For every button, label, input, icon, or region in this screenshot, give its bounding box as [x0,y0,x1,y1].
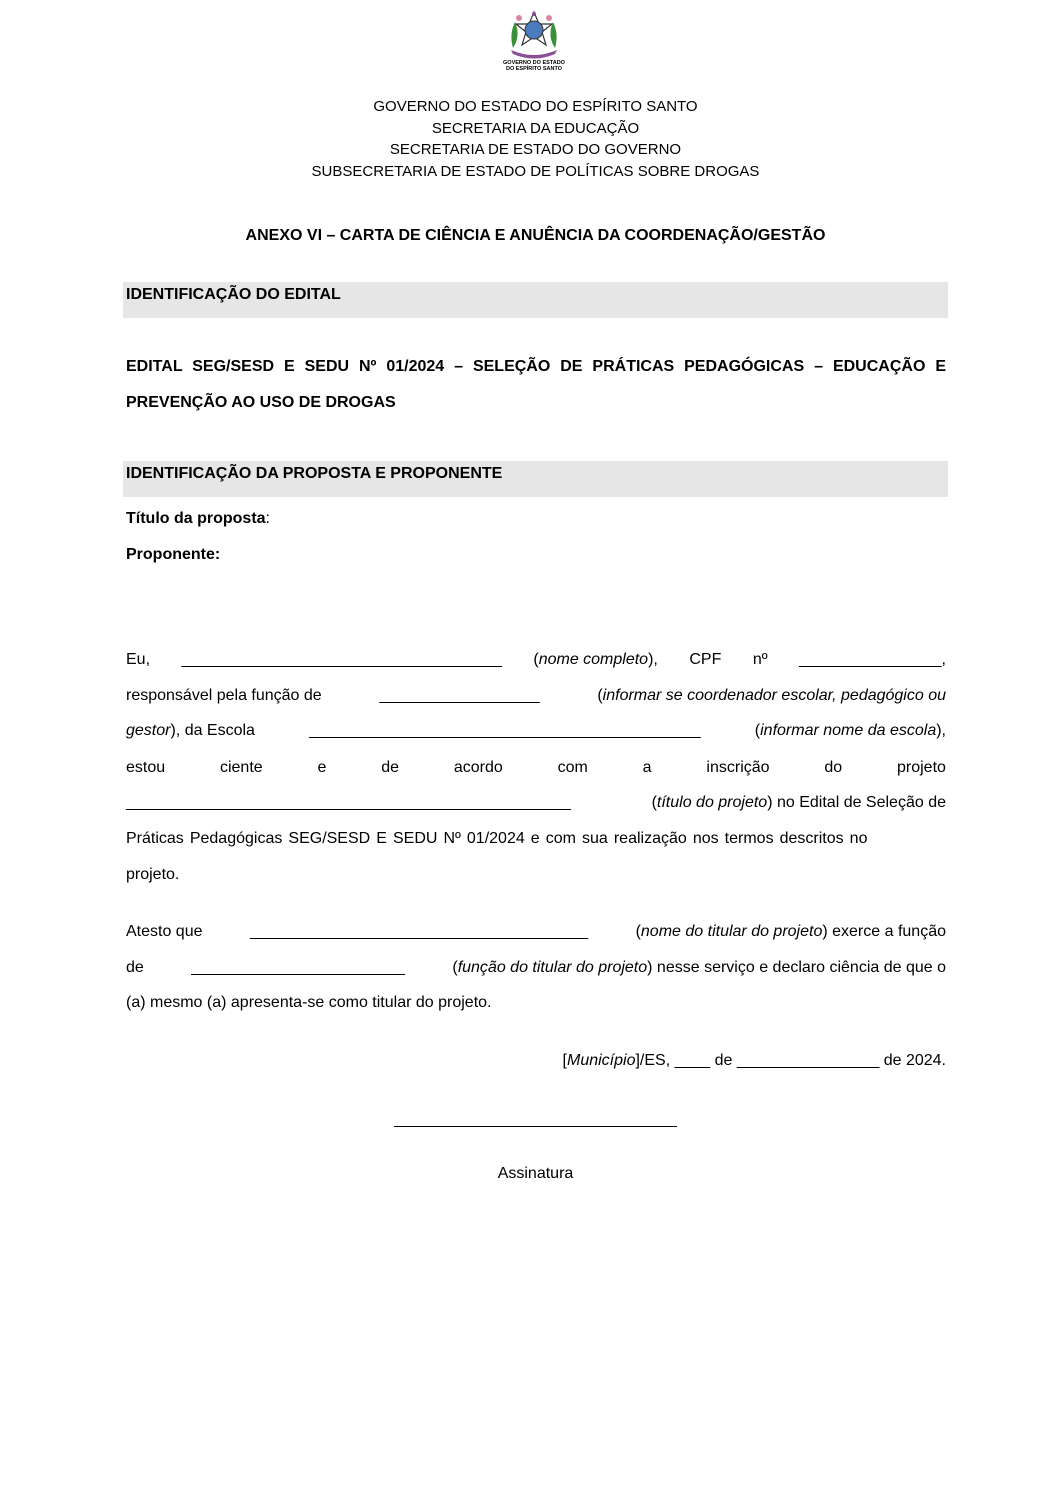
header-line-3: SECRETARIA DE ESTADO DO GOVERNO [389,141,682,159]
paragraph1-line3 [126,720,946,742]
paragraph2-line2 [126,957,946,979]
p2-atesto: Atesto que [126,923,203,940]
header-line-4: SUBSECRETARIA DE ESTADO DE POLÍTICAS SOBRE DROGAS [311,163,760,181]
signature-label: Assinatura [497,1165,574,1182]
p2-titular-blank: ______________________________________ [249,923,589,940]
p1-funcao-hint: (informar se coordenador escolar, pedagógico ou [597,687,946,704]
p1-word: projeto [897,759,946,776]
p1-cpf-blank: ________________, [799,651,946,668]
p1-word: ciente [219,759,263,776]
paragraph1-line5 [126,792,946,814]
p2-de: de [126,959,144,976]
signature-line [394,1126,677,1127]
p1-word: estou [126,759,166,776]
p1-nome-blank: ____________________________________ [181,651,502,668]
p1-escola-blank: ____________________________________________ [309,722,701,739]
logo-text-line2: DO ESPÍRITO SANTO [505,66,563,72]
p1-escola-hint: (informar nome da escola), [754,722,946,739]
p1-nome-hint: (nome completo), [533,651,658,668]
p1-funcao-blank: __________________ [379,687,540,704]
document-title: ANEXO VI – CARTA DE CIÊNCIA E ANUÊNCIA DA COORDENAÇÃO/GESTÃO [245,227,826,244]
p2-titular-hint: (nome do titular do projeto) exerce a função [635,923,946,940]
p1-cpf: CPF [689,651,722,668]
coat-of-arms-logo [501,8,567,78]
paragraph2-line3: (a) mesmo (a) apresenta-se como titular do projeto. [126,994,492,1011]
paragraph1-line6: Práticas Pedagógicas SEG/SESD E SEDU Nº 01/2024 e com sua realização nos termos descritos no [126,830,868,847]
p1-projeto-hint: (título do projeto) no Edital de Seleção de [651,794,946,811]
paragraph1-line1 [126,649,946,671]
date-line: [Município]/ES, ____ de ________________ de 2024. [562,1052,946,1069]
titulo-proposta-label: Título da proposta [126,510,266,527]
p1-word: a [642,759,652,776]
section-heading-edital: IDENTIFICAÇÃO DO EDITAL [123,282,948,318]
p1-word: e [317,759,327,776]
p2-funcao-blank: ________________________ [191,959,405,976]
paragraph1-line7: projeto. [126,866,180,883]
titulo-proposta-field [126,510,270,528]
p1-word: de [381,759,400,776]
p2-funcao-hint: (função do titular do projeto) nesse serviço e declaro ciência de que o [452,959,946,976]
p1-responsavel: responsável pela função de [126,687,322,704]
coat-of-arms-icon [501,8,567,62]
p1-word: inscrição [706,759,770,776]
edital-text: EDITAL SEG/SESD E SEDU Nº 01/2024 – SELEÇÃO DE PRÁTICAS PEDAGÓGICAS – EDUCAÇÃO E PREVENÇÃO AO USO DE DROGAS [126,358,946,411]
paragraph2-line1 [126,921,946,943]
p1-word: do [824,759,843,776]
p1-numero: nº [752,651,768,668]
p1-gestor-escola: gestor), da Escola [126,722,255,739]
titulo-proposta-colon: : [265,510,270,527]
paragraph1-line4 [126,757,946,779]
header-line-1: GOVERNO DO ESTADO DO ESPÍRITO SANTO [373,98,698,115]
p1-projeto-blank: __________________________________________________ [126,794,571,811]
section-heading-proposta: IDENTIFICAÇÃO DA PROPOSTA E PROPONENTE [123,461,948,497]
document-header [0,96,1059,183]
p1-word: acordo [453,759,503,776]
paragraph1-line2 [126,685,946,707]
p1-word: com [557,759,588,776]
proponente-label: Proponente: [126,546,221,563]
p1-eu: Eu, [126,651,151,668]
logo-text-line1: GOVERNO DO ESTADO [503,60,565,66]
header-line-2: SECRETARIA DA EDUCAÇÃO [431,119,640,137]
